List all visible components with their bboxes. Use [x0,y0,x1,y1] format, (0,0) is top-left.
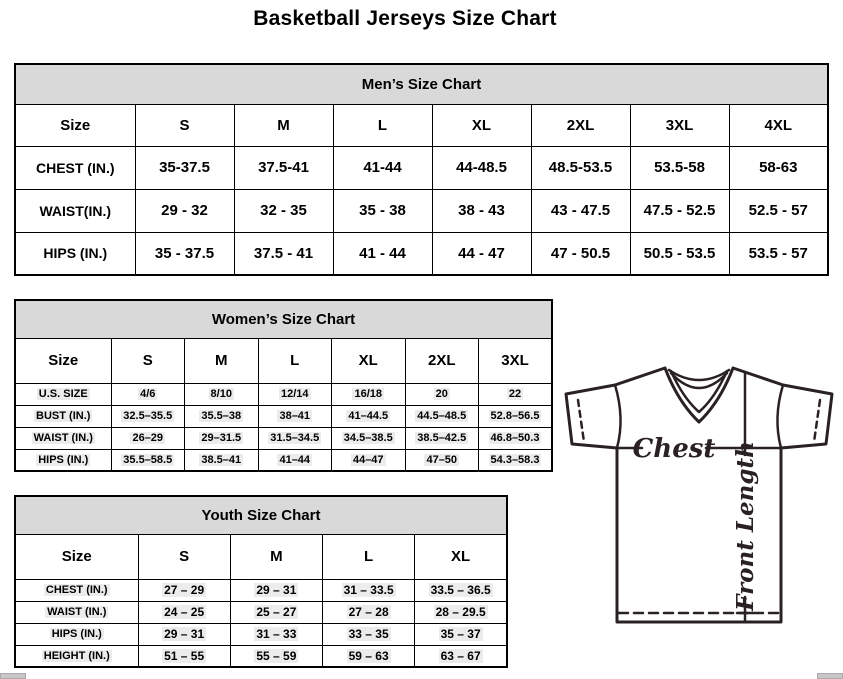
cell-text: 29 – 31 [164,627,205,641]
column-header-cell [531,104,630,146]
value-cell [185,427,259,449]
cell-text: 12/14 [280,388,309,400]
youth-size-table [14,495,508,668]
cell-text: 44 - 47 [458,244,505,262]
value-cell [323,645,415,667]
cell-text: HIPS (IN.) [43,245,108,262]
table-row [15,449,552,471]
cell-text: 33.5 – 36.5 [430,583,491,597]
value-cell [333,146,432,189]
cell-text: 41–44 [279,453,311,466]
cell-text: 34.5–38.5 [343,432,393,444]
cell-text: 32.5–35.5 [123,410,173,422]
cell-text: S [179,116,190,134]
value-cell [415,579,507,601]
value-cell [630,189,729,232]
value-cell [332,449,406,471]
cell-text: 47 - 50.5 [550,244,611,262]
cell-text: HIPS (IN.) [38,453,89,466]
value-cell [332,383,406,405]
womens-size-table [14,299,553,472]
value-cell [258,383,332,405]
row-label-cell [15,146,135,189]
value-cell [729,189,828,232]
cell-text: M [270,548,283,565]
cell-text: 24 – 25 [164,605,205,619]
value-cell [531,189,630,232]
size-header-cell [15,104,135,146]
cell-text: 52.8–56.5 [490,410,540,422]
cell-text: 44-48.5 [456,159,507,176]
cell-text: 31 – 33.5 [343,583,394,597]
value-cell [234,189,333,232]
value-cell [258,449,332,471]
value-cell [111,427,185,449]
value-cell [479,405,553,427]
value-cell [138,623,230,645]
value-cell [405,449,479,471]
cell-text: M [277,116,290,134]
value-cell [234,232,333,275]
table-row [15,623,507,645]
value-cell [729,232,828,275]
cell-text: 16/18 [354,388,383,400]
cell-text: 46.8–50.3 [490,432,540,444]
table-row [15,146,828,189]
cell-text: 29 – 31 [256,583,297,597]
cell-text: HEIGHT (IN.) [43,649,110,662]
cell-text: 26–29 [132,432,164,444]
row-label-cell [15,232,135,275]
cell-text: 47–50 [426,453,458,466]
cell-text: Size [61,548,92,565]
value-cell [729,146,828,189]
cell-text: HIPS (IN.) [51,628,102,640]
table-title: Youth Size Chart [15,496,507,534]
cell-text: 53.5-58 [654,159,705,176]
value-cell [111,449,185,471]
cell-text: 8/10 [210,388,232,400]
value-cell [135,146,234,189]
value-cell [333,189,432,232]
cell-text: 38.5–42.5 [417,432,467,444]
value-cell [630,146,729,189]
chest-label: Chest [632,434,716,464]
value-cell [415,623,507,645]
column-header-cell [323,534,415,579]
column-header-cell [415,534,507,579]
value-cell [258,427,332,449]
cell-text: XL [451,548,471,565]
value-cell [111,405,185,427]
column-header-cell [230,534,322,579]
cell-text: 27 – 28 [348,605,389,619]
cell-text: U.S. SIZE [38,388,88,400]
value-cell [531,146,630,189]
front-length-label: Front Length [732,441,759,611]
page-title: Basketball Jerseys Size Chart [253,7,557,30]
cell-text: 22 [508,388,522,400]
cell-text: 35 - 37.5 [154,244,215,262]
cell-text: 29 - 32 [161,202,208,219]
cell-text: 25 – 27 [256,605,297,619]
value-cell [415,601,507,623]
collar-inner-v-icon [671,371,727,412]
value-cell [332,405,406,427]
cell-text: 3XL [665,116,694,134]
column-header-cell [234,104,333,146]
cell-text: XL [358,352,378,369]
column-header-cell [432,104,531,146]
value-cell [479,427,553,449]
size-header-cell [15,338,111,383]
value-cell [332,427,406,449]
table-row [15,383,552,405]
value-cell [323,601,415,623]
cell-text: 44–47 [352,453,384,466]
table-row [15,601,507,623]
value-cell [405,405,479,427]
value-cell [630,232,729,275]
cell-text: 3XL [501,352,529,369]
size-header-row [15,104,828,146]
value-cell [230,645,322,667]
cell-text: 31 – 33 [256,627,297,641]
scrollbar-fragment-left[interactable] [0,673,26,679]
cell-text: 31.5–34.5 [270,432,320,444]
value-cell [479,449,553,471]
jersey-armhole-right-icon [777,385,783,448]
cell-text: 33 – 35 [348,627,389,641]
row-label-cell [15,579,138,601]
column-header-cell [729,104,828,146]
cell-text: WAIST (IN.) [47,606,107,618]
cell-text: 47.5 - 52.5 [643,202,716,219]
row-label-cell [15,645,138,667]
column-header-cell [185,338,259,383]
value-cell [185,383,259,405]
table-row [15,232,828,275]
size-header-cell [15,534,138,579]
cell-text: XL [471,116,492,134]
cell-text: CHEST (IN.) [45,584,108,596]
value-cell [135,232,234,275]
cell-text: 53.5 - 57 [748,244,808,262]
row-label-cell [15,623,138,645]
jersey-outline-icon [566,368,832,622]
cell-text: 58-63 [759,159,798,176]
value-cell [323,623,415,645]
column-header-cell [479,338,553,383]
value-cell [185,405,259,427]
value-cell [138,645,230,667]
row-label-cell [15,189,135,232]
value-cell [531,232,630,275]
column-header-cell [135,104,234,146]
jersey-armhole-left-icon [615,385,621,448]
column-header-cell [258,338,332,383]
value-cell [258,405,332,427]
cell-text: 43 - 47.5 [550,202,611,219]
cell-text: L [377,116,388,134]
column-header-cell [405,338,479,383]
cell-text: 54.3–58.3 [490,453,540,466]
value-cell [479,383,553,405]
cell-text: 55 – 59 [256,648,297,663]
cell-text: 38 - 43 [458,202,505,219]
cell-text: 51 – 55 [164,648,205,663]
cell-text: 41–44.5 [348,410,389,422]
value-cell [323,579,415,601]
value-cell [230,623,322,645]
cell-text: 4/6 [140,388,156,400]
cell-text: 38–41 [279,410,311,422]
value-cell [138,579,230,601]
table-row [15,405,552,427]
cell-text: S [142,352,153,369]
cell-text: Size [60,116,91,134]
value-cell [138,601,230,623]
size-header-row [15,338,552,383]
cell-text: CHEST (IN.) [35,159,115,176]
value-cell [432,146,531,189]
cell-text: 35.5–58.5 [123,453,173,466]
column-header-cell [111,338,185,383]
cell-text: S [179,548,190,565]
row-label-cell [15,405,111,427]
value-cell [230,601,322,623]
mens-size-table [14,63,829,276]
row-label-cell [15,601,138,623]
sleeve-dash-left-icon [578,400,584,442]
cell-text: 35 – 37 [440,627,481,641]
cell-text: WAIST (IN.) [33,432,93,444]
cell-text: 52.5 - 57 [748,202,808,219]
value-cell [415,645,507,667]
table-row [15,189,828,232]
value-cell [405,383,479,405]
cell-text: 27 – 29 [164,583,205,597]
cell-text: L [290,352,300,369]
cell-text: 63 – 67 [440,648,481,663]
value-cell [432,189,531,232]
cell-text: 38.5–41 [201,453,242,466]
jersey-measurement-diagram [558,360,843,645]
table-row [15,427,552,449]
value-cell [405,427,479,449]
cell-text: M [215,352,228,369]
cell-text: 37.5 - 41 [253,244,314,262]
cell-text: 32 - 35 [260,202,307,219]
value-cell [234,146,333,189]
cell-text: 41 - 44 [359,244,406,262]
cell-text: 4XL [764,116,792,134]
table-row [15,579,507,601]
cell-text: 48.5-53.5 [548,159,613,176]
cell-text: 35-37.5 [159,159,210,176]
value-cell [135,189,234,232]
cell-text: 35 - 38 [359,202,406,219]
cell-text: L [364,548,374,565]
column-header-cell [138,534,230,579]
row-label-cell [15,427,111,449]
value-cell [230,579,322,601]
table-row [15,645,507,667]
table-title: Men’s Size Chart [15,64,828,104]
cell-text: 28 – 29.5 [435,605,486,619]
column-header-cell [630,104,729,146]
scrollbar-fragment-right[interactable] [817,673,843,679]
cell-text: 44.5–48.5 [417,410,467,422]
cell-text: 20 [435,388,448,400]
column-header-cell [332,338,406,383]
value-cell [185,449,259,471]
cell-text: Size [48,352,79,369]
cell-text: 29–31.5 [201,432,242,444]
cell-text: 2XL [427,352,456,369]
value-cell [111,383,185,405]
cell-text: BUST (IN.) [36,410,91,422]
cell-text: 41-44 [363,159,402,176]
cell-text: 59 – 63 [348,648,389,663]
table-title: Women’s Size Chart [15,300,552,338]
row-label-cell [15,383,111,405]
cell-text: 50.5 - 53.5 [643,244,716,262]
sleeve-dash-right-icon [814,400,820,442]
column-header-cell [333,104,432,146]
cell-text: 35.5–38 [201,410,242,422]
value-cell [432,232,531,275]
size-header-row [15,534,507,579]
cell-text: WAIST(IN.) [39,202,112,219]
row-label-cell [15,449,111,471]
cell-text: 2XL [566,116,595,134]
value-cell [333,232,432,275]
cell-text: 37.5-41 [258,159,309,176]
